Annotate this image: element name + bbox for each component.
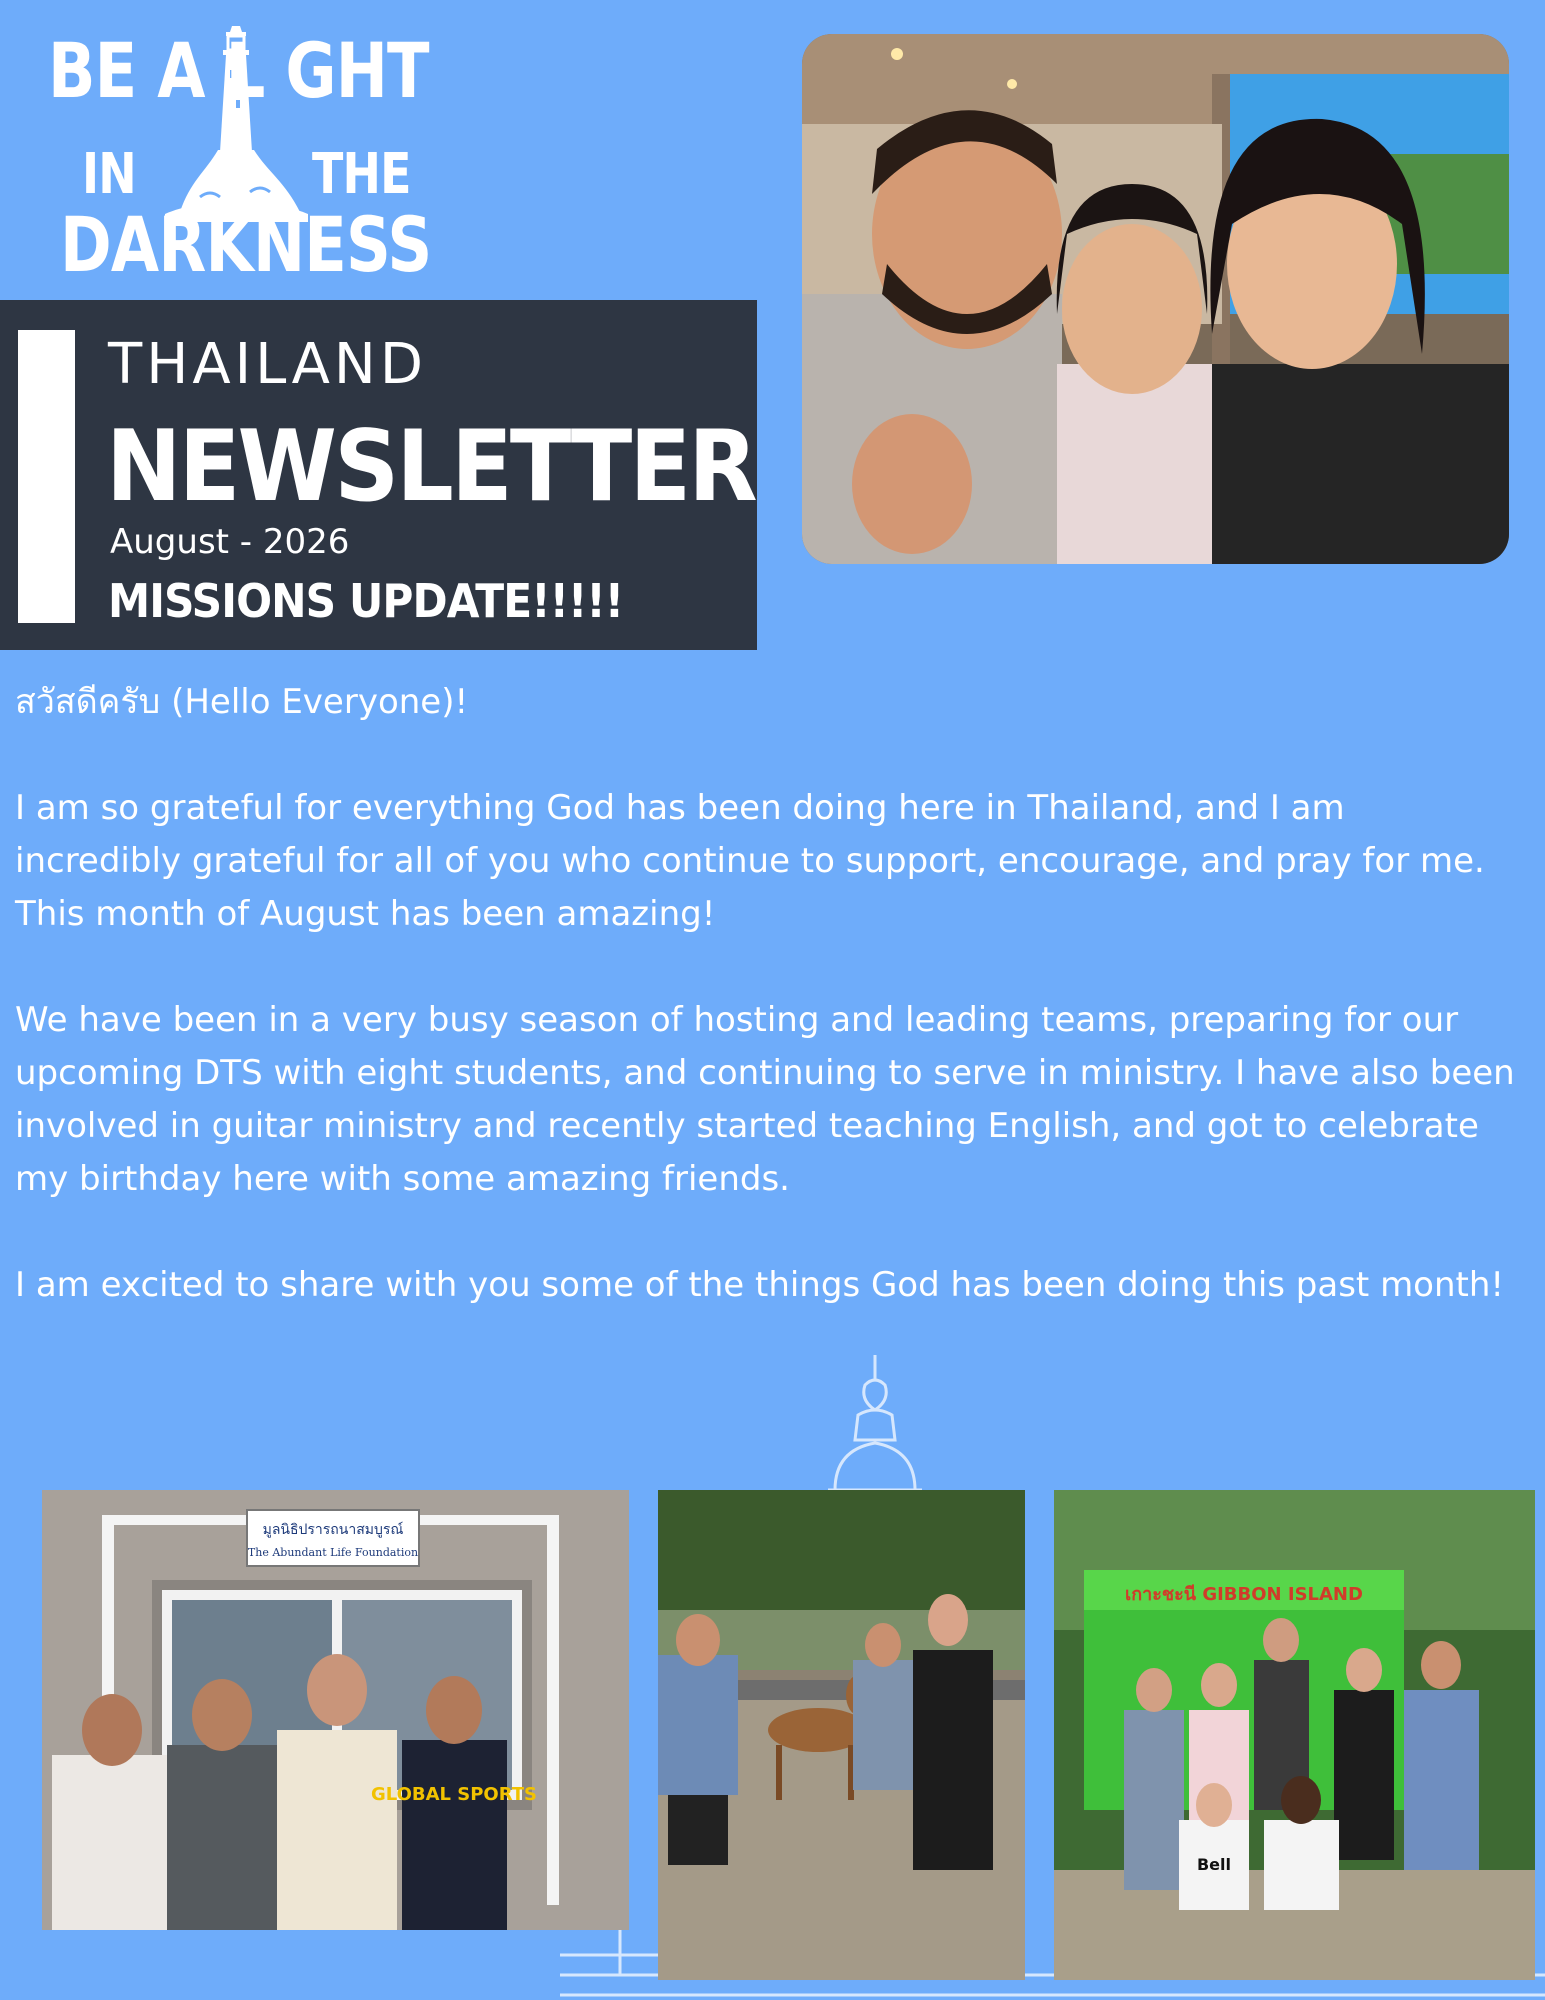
deer-feeding-photo-image [658,1490,1025,1980]
selfie-photo-image [802,34,1509,564]
jersey-text: Bell [1196,1855,1232,1874]
gibbon-island-photo [1054,1490,1535,1980]
greeting: สวัสดีครับ (Hello Everyone)! [15,682,469,722]
gibbon-island-photo-image [1054,1490,1535,1980]
deer-feeding-photo [658,1490,1025,1980]
paragraph-busy-season: We have been in a very busy season of hosting and leading teams, preparing for our upcoming DTS with eight students, and continuing to serve in ministry. I have also been involved in guitar ministry and recently started teaching English, and got to celebrate my birthday here with some amazing friends. [15,1000,1515,1199]
shirt-text: GLOBAL SPORTS [370,1784,538,1805]
newsletter-subtitle: MISSIONS UPDATE!!!!! [108,574,624,628]
foundation-photo [42,1490,629,1930]
title-country: THAILAND [108,332,427,397]
foundation-sign-english: The Abundant Life Foundation [247,1546,419,1559]
logo [40,22,432,289]
page-title: NEWSLETTER [106,410,755,524]
logo-word-in: IN [82,142,136,207]
logo-line-be-a-light: BE A L GHT [48,26,429,115]
selfie-photo [802,34,1509,564]
newsletter-date: August - 2026 [110,522,350,562]
title-accent-bar [18,330,75,623]
foundation-photo-image [42,1490,629,1930]
logo-word-the: THE [312,142,411,207]
body-text [15,676,1515,1365]
paragraph-gratitude: I am so grateful for everything God has been doing here in Thailand, and I am incredibly grateful for all of you who continue to support, encourage, and pray for me. This month of August has been amazing! [15,788,1485,934]
logo-word-darkness: DARKNESS [60,200,432,289]
title-block [0,300,757,650]
gibbon-island-sign: เกาะชะนี GIBBON ISLAND [1125,1584,1363,1605]
foundation-sign-thai: มูลนิธิปรารถนาสมบูรณ์ [262,1522,404,1538]
paragraph-excited: I am excited to share with you some of the things God has been doing this past month! [15,1265,1505,1305]
